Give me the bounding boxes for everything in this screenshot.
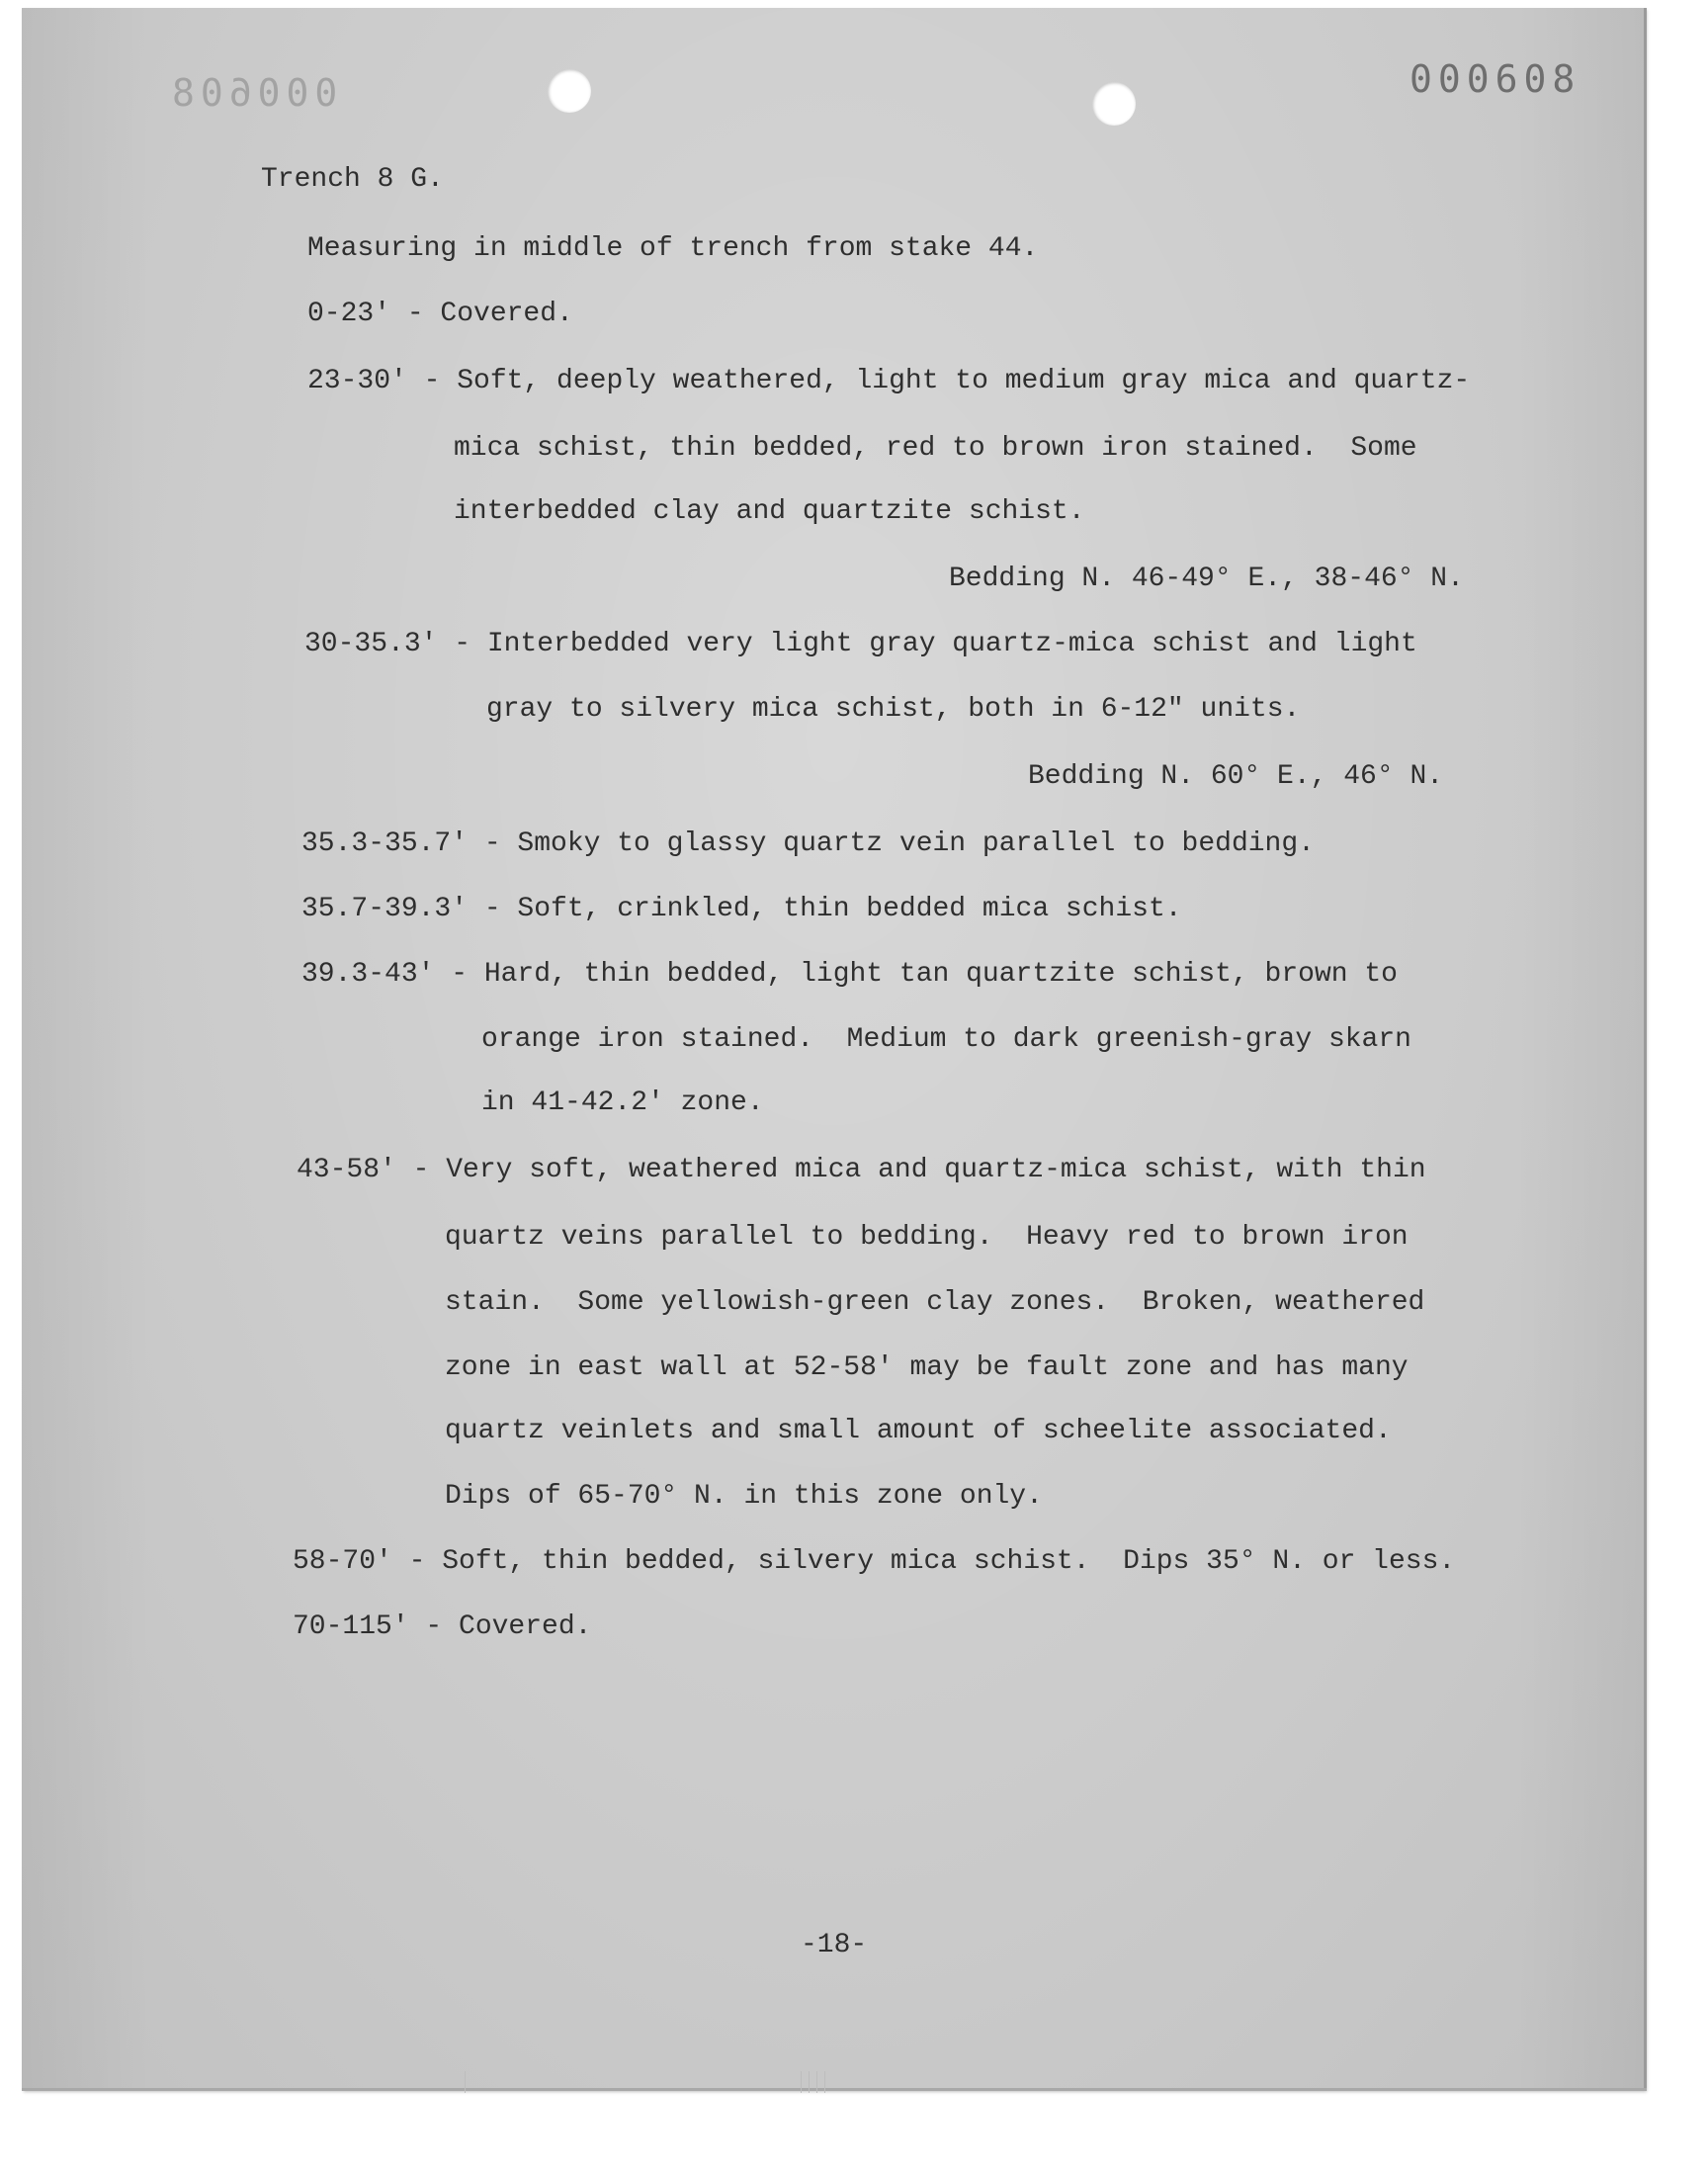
scan-edge-marks — [465, 2071, 860, 2093]
punch-hole-right — [1092, 82, 1136, 126]
stamp-number-mirrored: 000608 — [166, 71, 338, 115]
text-line-entry: 70-115' - Covered. — [293, 1611, 592, 1642]
text-line-entry: 35.3-35.7' - Smoky to glassy quartz vein parallel to bedding. — [301, 828, 1315, 859]
text-line-continuation: in 41-42.2' zone. — [481, 1088, 764, 1118]
text-line-entry: 43-58' - Very soft, weathered mica and quartz-mica schist, with thin — [297, 1155, 1426, 1185]
text-line-continuation: gray to silvery mica schist, both in 6-12" units. — [486, 694, 1301, 725]
bedding-note: Bedding N. 60° E., 46° N. — [1028, 761, 1444, 792]
text-line-continuation: orange iron stained. Medium to dark greenish-gray skarn — [481, 1024, 1411, 1055]
text-line-continuation: quartz veinlets and small amount of scheelite associated. — [445, 1416, 1392, 1446]
text-line-continuation: zone in east wall at 52-58' may be fault zone and has many — [445, 1352, 1409, 1383]
page-number: -18- — [801, 1930, 868, 1960]
text-line-continuation: quartz veins parallel to bedding. Heavy red to brown iron — [445, 1222, 1409, 1253]
page-edge-right — [1644, 8, 1647, 2090]
text-line-entry: 23-30' - Soft, deeply weathered, light to medium gray mica and quartz- — [307, 366, 1471, 396]
text-line-continuation: interbedded clay and quartzite schist. — [454, 496, 1085, 527]
text-line-intro: Measuring in middle of trench from stake 44. — [307, 233, 1039, 264]
text-line-continuation: mica schist, thin bedded, red to brown iron stained. Some — [454, 433, 1417, 464]
text-line-entry: 58-70' - Soft, thin bedded, silvery mica schist. Dips 35° N. or less. — [293, 1546, 1456, 1577]
text-line-entry: 39.3-43' - Hard, thin bedded, light tan quartzite schist, brown to — [301, 959, 1398, 990]
page-heading: Trench 8 G. — [261, 164, 444, 195]
text-line-continuation: Dips of 65-70° N. in this zone only. — [445, 1481, 1043, 1512]
text-line-continuation: stain. Some yellowish-green clay zones. Broken, weathered — [445, 1287, 1425, 1318]
text-line-entry: 30-35.3' - Interbedded very light gray quartz-mica schist and light — [304, 629, 1417, 659]
bedding-note: Bedding N. 46-49° E., 38-46° N. — [949, 564, 1464, 594]
punch-hole-left — [548, 69, 591, 113]
text-line-entry: 0-23' - Covered. — [307, 299, 573, 329]
text-line-entry: 35.7-39.3' - Soft, crinkled, thin bedded mica schist. — [301, 894, 1182, 924]
stamp-number: 000608 — [1409, 57, 1581, 101]
